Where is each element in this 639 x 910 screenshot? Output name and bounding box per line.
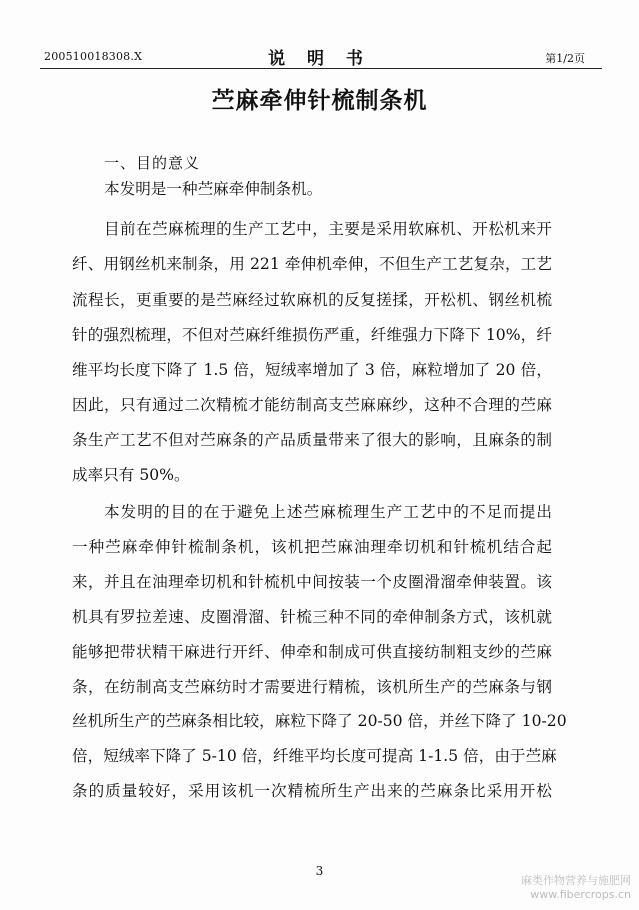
- header-divider: [40, 68, 602, 69]
- body-line: 丝机所生产的苎麻条相比较，麻粒下降了 20-50 倍，并丝下降了 10-20: [72, 712, 567, 730]
- body-line: 纤、用钢丝机来制条，用 221 牵伸机牵伸，不但生产工艺复杂，工艺: [72, 255, 552, 273]
- body-line: 一种苎麻牵伸针梳制条机，该机把苎麻油理牵切机和针梳机结合起: [72, 538, 552, 556]
- body-line: 能够把带状精干麻进行开纤、伸牵和制成可供直接纺制粗支纱的苎麻: [72, 643, 552, 661]
- body-line: 条，在纺制高支苎麻纺时才需要进行精梳，该机所生产的苎麻条与钢: [72, 678, 552, 696]
- body-line: 倍，短绒率下降了 5-10 倍，纤维平均长度可提高 1-1.5 倍，由于苎麻: [72, 747, 557, 765]
- body-line: 机具有罗拉差速、皮圈滑溜、针梳三种不同的牵伸制条方式，该机就: [72, 608, 552, 626]
- body-line: 来，并且在油理牵切机和针梳机中间按装一个皮圈滑溜牵伸装置。该: [72, 573, 552, 591]
- body-line: 维平均长度下降了 1.5 倍，短绒率增加了 3 倍，麻粒增加了 20 倍，: [72, 361, 552, 379]
- body-line: 目前在苎麻梳理的生产工艺中，主要是采用软麻机、开松机来开: [104, 220, 552, 238]
- body-line: 针的强烈梳理，不但对苎麻纤维损伤严重，纤维强力下降下 10%，纤: [72, 326, 552, 344]
- body-line: 因此，只有通过二次精梳才能纺制高支苎麻麻纱，这种不合理的苎麻: [72, 396, 552, 414]
- site-watermark: [521, 874, 631, 902]
- watermark-url: www.fibercrops.cn: [530, 888, 631, 901]
- patent-number: 200510018308.X: [44, 50, 143, 63]
- page-number: 3: [315, 864, 324, 878]
- section-heading: 一、目的意义: [104, 154, 201, 172]
- header-title: 说 明 书: [268, 49, 371, 69]
- body-line: 条的质量较好，采用该机一次精梳所生产出来的苎麻条比采用开松: [72, 782, 552, 800]
- body-line: 条生产工艺不但对苎麻条的产品质量带来了很大的影响，且麻条的制: [72, 431, 552, 449]
- body-line: 本发明是一种苎麻牵伸制条机。: [104, 180, 323, 198]
- body-line: 流程长，更重要的是苎麻经过软麻机的反复搓揉，开松机、钢丝机梳: [72, 291, 552, 309]
- body-line: 成率只有 50%。: [72, 466, 190, 484]
- page-indicator: 第1/2页: [545, 52, 585, 65]
- watermark-text-cn: 麻类作物营养与施肥网: [521, 874, 631, 887]
- body-line: 本发明的目的在于避免上述苎麻梳理生产工艺中的不足而提出: [104, 503, 552, 521]
- document-title: 苎麻牵伸针梳制条机: [211, 88, 428, 114]
